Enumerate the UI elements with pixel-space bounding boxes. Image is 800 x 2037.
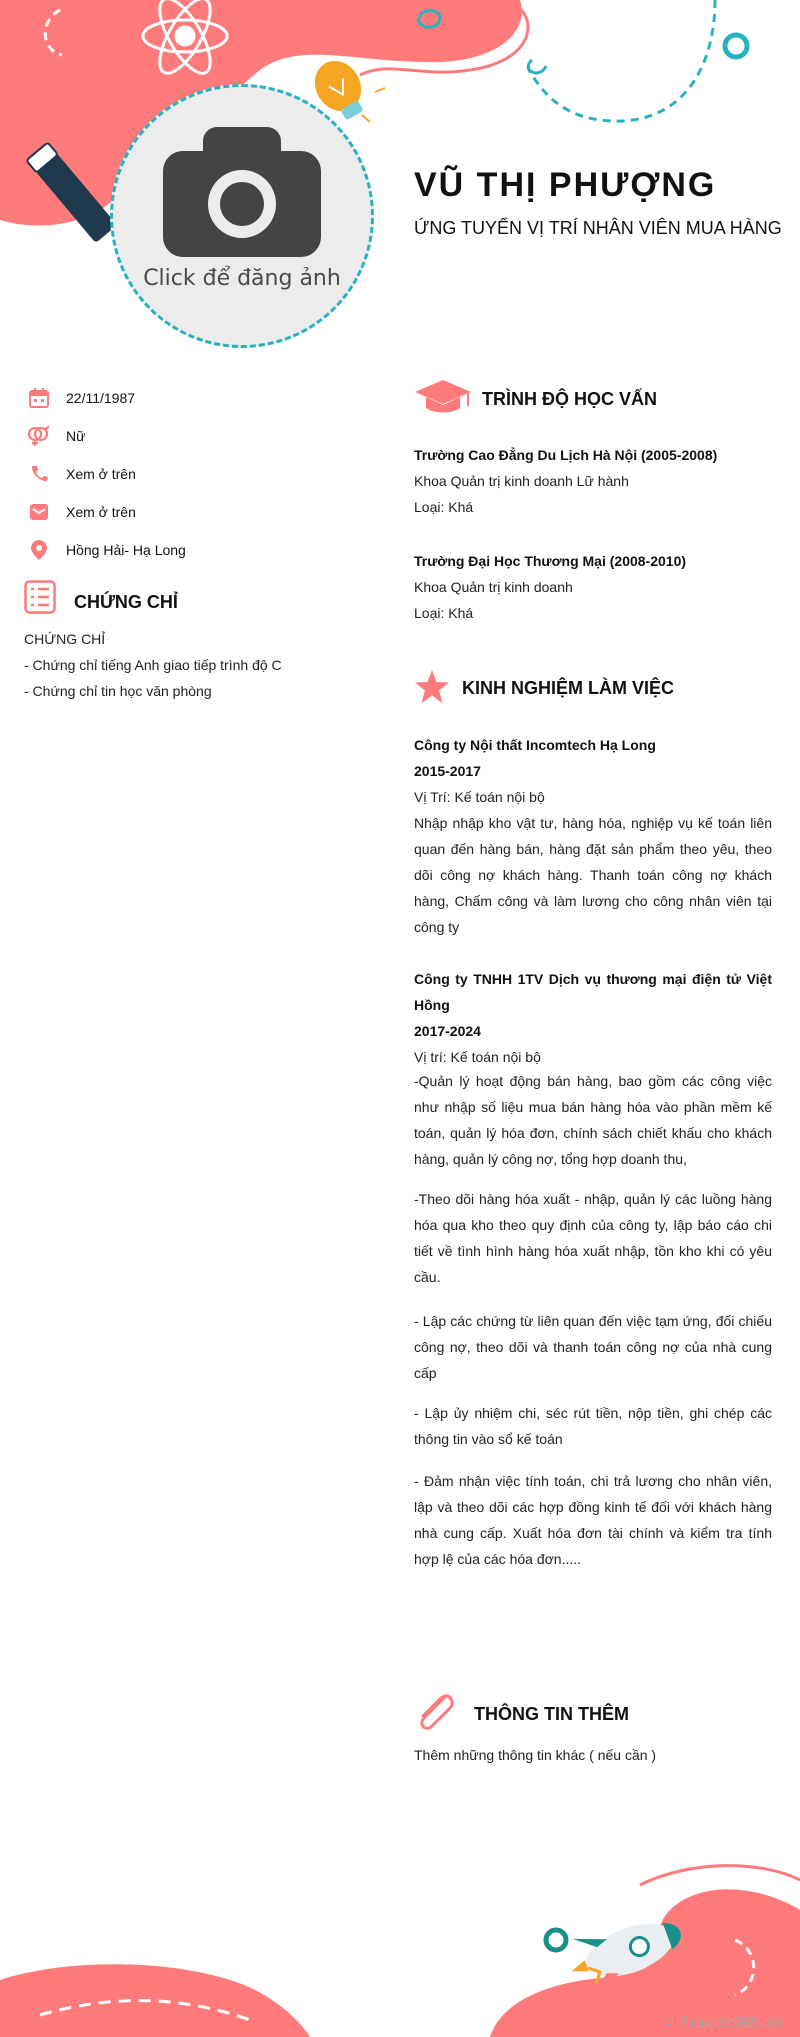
additional-text: Thêm những thông tin khác ( nếu cần ): [414, 1747, 657, 1763]
info-email: [26, 499, 136, 525]
company-name: Công ty TNHH 1TV Dịch vụ thương mại điện tử Việt Hồng: [414, 971, 772, 1013]
school-name: Trường Đại Học Thương Mại (2008-2010): [414, 553, 687, 569]
job-role: Vị trí: Kế toán nội bộ: [414, 1049, 541, 1065]
job-description: - Đảm nhận việc tính toán, chi trả lương cho nhân viên, lập và theo dõi các hợp đồng kinh tế đối với khách hàng nhà cung cấp. Xuất hóa đơn tài chính và kiểm tra tính hợp lệ của các hóa đơn.....: [414, 1473, 772, 1567]
phone-icon: [26, 461, 52, 487]
certificate-item: - Chứng chỉ tiếng Anh giao tiếp trình độ C: [24, 657, 282, 673]
education-entry: [414, 548, 772, 626]
phone-value: Xem ở trên: [66, 466, 136, 482]
certificate-list: [24, 626, 384, 704]
info-gender: [26, 423, 85, 449]
job-period: 2017-2024: [414, 1023, 481, 1039]
watermark: ∴ Timviec365.vn: [664, 2016, 782, 2031]
applied-position: ỨNG TUYỂN VỊ TRÍ NHÂN VIÊN MUA HÀNG: [414, 218, 782, 238]
education-title: TRÌNH ĐỘ HỌC VẤN: [482, 389, 657, 409]
avatar-upload[interactable]: [110, 84, 374, 348]
certificate-item: - Chứng chỉ tin học văn phòng: [24, 683, 212, 699]
checklist-icon: [24, 580, 56, 614]
email-value: Xem ở trên: [66, 504, 136, 520]
ring-icon: [546, 1930, 566, 1950]
additional-title: THÔNG TIN THÊM: [474, 1704, 629, 1724]
job-description: Nhập nhập kho vật tư, hàng hóa, nghiệp vụ kế toán liên quan đến hàng bán, hàng đặt sản phẩm theo yêu, theo dõi công nợ khách hàng. Thanh toán công nợ khách hàng, Chấm công và làm lương cho công nhân viên tại công ty: [414, 815, 772, 935]
certificate-heading: CHỨNG CHỈ: [24, 631, 106, 647]
company-name: Công ty Nội thất Incomtech Hạ Long: [414, 737, 656, 753]
job-period: 2015-2017: [414, 763, 481, 779]
info-phone: [26, 461, 136, 487]
birthday-value: 22/11/1987: [66, 390, 136, 406]
job-description: -Quản lý hoạt động bán hàng, bao gồm các công việc như nhập số liệu mua bán hàng hóa vào phần mềm kế toán, quản lý hóa đơn, chính sách chiết khấu cho khách hàng, quản lý công nợ, tổng hợp doanh thu,: [414, 1073, 772, 1167]
dashed-curve-right: [528, 0, 715, 121]
footer-decoration: [0, 1800, 800, 2037]
job-role: Vị Trí: Kế toán nội bộ: [414, 789, 545, 805]
school-major: Khoa Quản trị kinh doanh: [414, 579, 573, 595]
location-pin-icon: [26, 537, 52, 563]
school-grade: Loại: Khá: [414, 605, 474, 621]
bottom-outline-curve: [640, 1866, 800, 1885]
info-birthday: [26, 385, 135, 411]
bottom-blob-left: [0, 1964, 310, 2037]
job-description: - Lập ủy nhiệm chi, séc rút tiền, nộp tiền, ghi chép các thông tin vào sổ kế toán: [414, 1405, 772, 1447]
ring-icon: [725, 35, 747, 57]
job-description: -Theo dõi hàng hóa xuất - nhập, quản lý các luồng hàng hóa qua kho theo quy định của công ty, lập báo cáo chi tiết về tình hình hàng hóa xuất nhập, tồn kho khi có yêu cầu.: [414, 1191, 772, 1285]
education-entry: [414, 442, 772, 520]
calendar-icon: [26, 385, 52, 411]
school-grade: Loại: Khá: [414, 499, 474, 515]
gender-value: Nữ: [66, 428, 86, 444]
email-icon: [26, 499, 52, 525]
candidate-name: VŨ THỊ PHƯỢNG: [414, 166, 717, 204]
job-entry: [414, 966, 772, 1070]
upload-photo-label[interactable]: Click để đăng ảnh: [143, 266, 341, 291]
watermark-text: Timviec365.vn: [680, 2016, 782, 2031]
school-major: Khoa Quản trị kinh doanh Lữ hành: [414, 473, 629, 489]
info-address: [26, 537, 186, 563]
address-value: Hồng Hải- Hạ Long: [66, 542, 186, 558]
job-description: - Lập các chứng từ liên quan đến việc tạm ứng, đối chiếu công nợ, theo dõi và thanh toán công nợ của nhà cung cấp: [414, 1313, 772, 1381]
certificate-title: CHỨNG CHỈ: [74, 592, 178, 612]
gender-icon: [26, 423, 52, 449]
star-icon: [414, 670, 450, 704]
camera-icon: [163, 127, 321, 257]
graduation-cap-icon: [414, 378, 472, 414]
experience-title: KINH NGHIỆM LÀM VIỆC: [462, 678, 675, 698]
school-name: Trường Cao Đẳng Du Lịch Hà Nội (2005-2008): [414, 447, 718, 463]
paperclip-icon: [414, 1692, 458, 1734]
job-entry: [414, 732, 772, 940]
